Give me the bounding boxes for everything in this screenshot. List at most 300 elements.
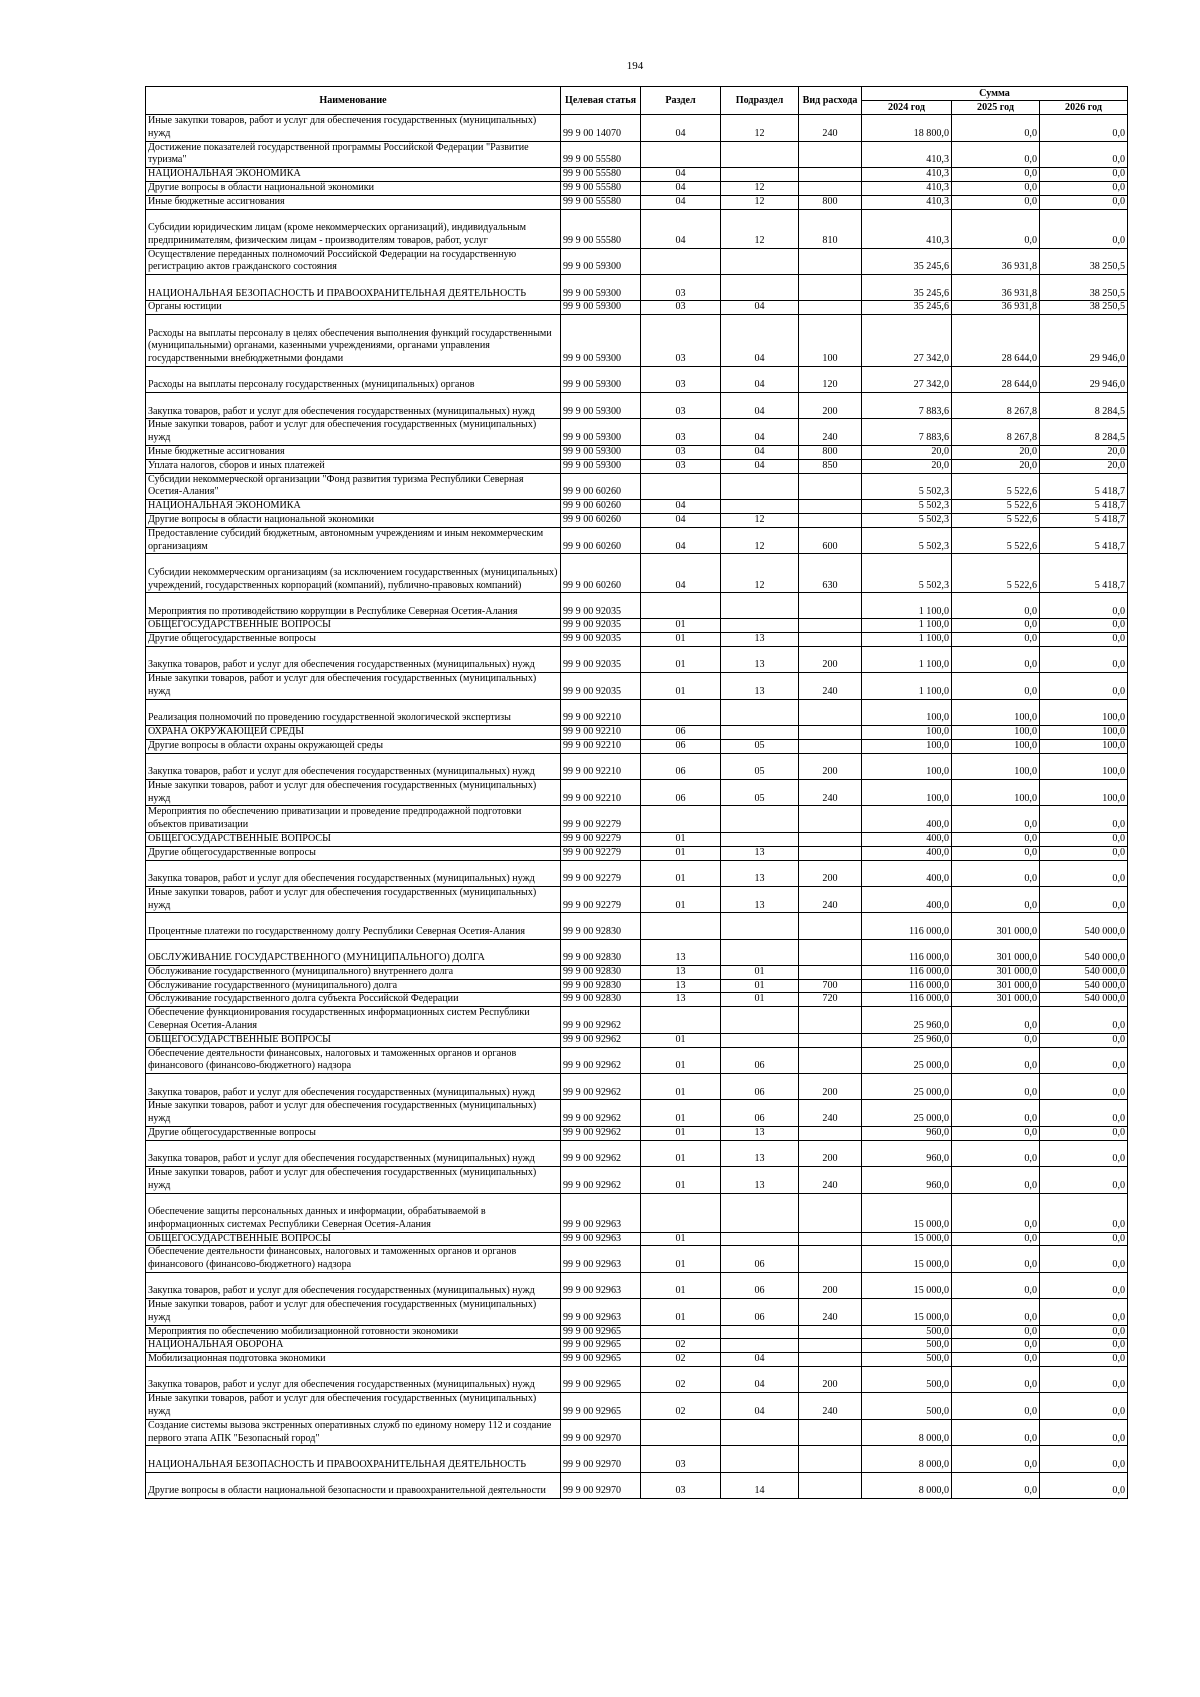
row-expense-type [799, 806, 862, 833]
row-section: 02 [641, 1339, 721, 1353]
table-row [146, 1272, 1128, 1298]
row-sum-2026: 0,0 [1040, 1246, 1128, 1273]
row-name: Другие общегосударственные вопросы [146, 633, 561, 647]
row-sum-2024: 400,0 [862, 860, 952, 886]
row-sum-2025: 5 522,6 [952, 513, 1040, 527]
row-section [641, 1419, 721, 1446]
row-target-article: 99 9 00 59300 [561, 366, 641, 392]
row-sum-2025: 36 931,8 [952, 301, 1040, 315]
row-expense-type: 200 [799, 753, 862, 779]
table-row [146, 1446, 1128, 1472]
row-subsection: 04 [721, 1367, 799, 1393]
row-sum-2026: 20,0 [1040, 445, 1128, 459]
row-subsection [721, 726, 799, 740]
row-subsection: 12 [721, 554, 799, 593]
row-sum-2025: 0,0 [952, 1272, 1040, 1298]
row-name: Иные закупки товаров, работ и услуг для обеспечения государственных (муниципальных) нужд [146, 115, 561, 142]
row-target-article: 99 9 00 59300 [561, 419, 641, 446]
row-subsection [721, 699, 799, 725]
row-expense-type [799, 965, 862, 979]
row-sum-2025: 0,0 [952, 115, 1040, 142]
table-row [146, 141, 1128, 168]
row-subsection: 13 [721, 846, 799, 860]
row-name: Закупка товаров, работ и услуг для обеспечения государственных (муниципальных) нужд [146, 1074, 561, 1100]
table-row [146, 833, 1128, 847]
row-subsection [721, 275, 799, 301]
row-sum-2025: 8 267,8 [952, 393, 1040, 419]
row-sum-2025: 0,0 [952, 1472, 1040, 1498]
table-row [146, 1074, 1128, 1100]
row-sum-2025: 0,0 [952, 181, 1040, 195]
row-subsection [721, 500, 799, 514]
row-expense-type: 200 [799, 860, 862, 886]
row-sum-2026: 0,0 [1040, 1393, 1128, 1420]
row-section: 03 [641, 1472, 721, 1498]
row-subsection: 04 [721, 1393, 799, 1420]
row-sum-2024: 5 502,3 [862, 500, 952, 514]
row-sum-2026: 0,0 [1040, 1193, 1128, 1232]
table-row [146, 1140, 1128, 1166]
row-sum-2026: 0,0 [1040, 1100, 1128, 1127]
table-row [146, 1367, 1128, 1393]
row-section [641, 1193, 721, 1232]
header-subsection: Подраздел [721, 87, 799, 115]
row-name: Субсидии юридическим лицам (кроме некоммерческих организаций), индивидуальным предпринимателям, физическим лицам - производителям товаров, работ, услуг [146, 209, 561, 248]
row-section: 04 [641, 195, 721, 209]
row-section: 01 [641, 633, 721, 647]
row-name: НАЦИОНАЛЬНАЯ БЕЗОПАСНОСТЬ И ПРАВООХРАНИТЕЛЬНАЯ ДЕЯТЕЛЬНОСТЬ [146, 1446, 561, 1472]
header-expense-type: Вид расхода [799, 87, 862, 115]
row-sum-2025: 28 644,0 [952, 315, 1040, 367]
row-sum-2026: 0,0 [1040, 833, 1128, 847]
row-target-article: 99 9 00 92035 [561, 593, 641, 619]
row-sum-2024: 960,0 [862, 1126, 952, 1140]
row-target-article: 99 9 00 92962 [561, 1166, 641, 1193]
row-expense-type: 200 [799, 1140, 862, 1166]
row-sum-2024: 410,3 [862, 181, 952, 195]
row-sum-2024: 960,0 [862, 1166, 952, 1193]
row-sum-2024: 400,0 [862, 846, 952, 860]
row-name: Другие вопросы в области национальной безопасности и правоохранительной деятельности [146, 1472, 561, 1498]
row-name: ОХРАНА ОКРУЖАЮЩЕЙ СРЕДЫ [146, 726, 561, 740]
row-expense-type: 630 [799, 554, 862, 593]
row-sum-2026: 0,0 [1040, 209, 1128, 248]
row-sum-2026: 0,0 [1040, 1419, 1128, 1446]
row-sum-2024: 410,3 [862, 209, 952, 248]
row-section: 02 [641, 1367, 721, 1393]
table-row [146, 993, 1128, 1007]
row-sum-2025: 0,0 [952, 1193, 1040, 1232]
row-sum-2026: 5 418,7 [1040, 473, 1128, 500]
row-sum-2024: 410,3 [862, 168, 952, 182]
row-section: 13 [641, 993, 721, 1007]
row-name: ОБЩЕГОСУДАРСТВЕННЫЕ ВОПРОСЫ [146, 1232, 561, 1246]
row-sum-2024: 15 000,0 [862, 1299, 952, 1326]
row-name: Обеспечение защиты персональных данных и информации, обрабатываемой в информационных системах Республики Северная Осетия-Алания [146, 1193, 561, 1232]
row-subsection [721, 1419, 799, 1446]
row-target-article: 99 9 00 92279 [561, 846, 641, 860]
row-sum-2026: 0,0 [1040, 647, 1128, 673]
row-sum-2024: 35 245,6 [862, 275, 952, 301]
row-expense-type [799, 1339, 862, 1353]
row-subsection: 13 [721, 1126, 799, 1140]
row-expense-type [799, 1353, 862, 1367]
row-expense-type [799, 739, 862, 753]
row-target-article: 99 9 00 92035 [561, 647, 641, 673]
row-target-article: 99 9 00 92830 [561, 939, 641, 965]
row-sum-2025: 0,0 [952, 619, 1040, 633]
row-section: 01 [641, 833, 721, 847]
row-target-article: 99 9 00 14070 [561, 115, 641, 142]
row-subsection [721, 939, 799, 965]
row-name: Закупка товаров, работ и услуг для обеспечения государственных (муниципальных) нужд [146, 647, 561, 673]
row-target-article: 99 9 00 92830 [561, 965, 641, 979]
row-section: 03 [641, 315, 721, 367]
row-sum-2024: 15 000,0 [862, 1232, 952, 1246]
row-target-article: 99 9 00 92210 [561, 779, 641, 806]
row-sum-2024: 1 100,0 [862, 593, 952, 619]
row-target-article: 99 9 00 60260 [561, 473, 641, 500]
row-section: 03 [641, 366, 721, 392]
row-sum-2024: 18 800,0 [862, 115, 952, 142]
row-subsection: 12 [721, 527, 799, 554]
row-name: Другие общегосударственные вопросы [146, 846, 561, 860]
row-sum-2024: 100,0 [862, 753, 952, 779]
row-section: 13 [641, 939, 721, 965]
row-sum-2026: 0,0 [1040, 886, 1128, 913]
row-subsection: 04 [721, 419, 799, 446]
row-sum-2025: 0,0 [952, 1393, 1040, 1420]
row-target-article: 99 9 00 55580 [561, 141, 641, 168]
row-section: 03 [641, 459, 721, 473]
row-sum-2025: 28 644,0 [952, 366, 1040, 392]
row-name: Иные закупки товаров, работ и услуг для обеспечения государственных (муниципальных) нужд [146, 1299, 561, 1326]
row-section [641, 473, 721, 500]
row-expense-type [799, 726, 862, 740]
row-subsection: 12 [721, 195, 799, 209]
row-section: 03 [641, 275, 721, 301]
row-sum-2026: 0,0 [1040, 1140, 1128, 1166]
row-name: Иные закупки товаров, работ и услуг для обеспечения государственных (муниципальных) нужд [146, 779, 561, 806]
row-section: 04 [641, 527, 721, 554]
header-year-2024: 2024 год [862, 101, 952, 115]
row-name: Субсидии некоммерческим организациям (за исключением государственных (муниципальных) учреждений, государственных корпораций (компаний), публично-правовых компаний) [146, 554, 561, 593]
row-name: Иные закупки товаров, работ и услуг для обеспечения государственных (муниципальных) нужд [146, 1100, 561, 1127]
row-section: 02 [641, 1393, 721, 1420]
row-section [641, 699, 721, 725]
row-target-article: 99 9 00 92963 [561, 1299, 641, 1326]
row-name: Обеспечение деятельности финансовых, налоговых и таможенных органов и органов финансового (финансово-бюджетного) надзора [146, 1047, 561, 1074]
row-sum-2025: 301 000,0 [952, 979, 1040, 993]
row-subsection: 12 [721, 209, 799, 248]
row-sum-2026: 540 000,0 [1040, 939, 1128, 965]
row-sum-2024: 5 502,3 [862, 554, 952, 593]
row-sum-2024: 25 000,0 [862, 1074, 952, 1100]
row-subsection [721, 1446, 799, 1472]
table-row [146, 739, 1128, 753]
row-sum-2024: 8 000,0 [862, 1446, 952, 1472]
row-expense-type [799, 1246, 862, 1273]
row-sum-2026: 0,0 [1040, 593, 1128, 619]
row-sum-2026: 0,0 [1040, 1047, 1128, 1074]
row-target-article: 99 9 00 92963 [561, 1232, 641, 1246]
table-row [146, 1232, 1128, 1246]
row-sum-2026: 0,0 [1040, 633, 1128, 647]
row-target-article: 99 9 00 60260 [561, 513, 641, 527]
row-name: ОБЩЕГОСУДАРСТВЕННЫЕ ВОПРОСЫ [146, 833, 561, 847]
row-target-article: 99 9 00 92830 [561, 979, 641, 993]
row-sum-2024: 100,0 [862, 726, 952, 740]
row-name: ОБЩЕГОСУДАРСТВЕННЫЕ ВОПРОСЫ [146, 1033, 561, 1047]
row-subsection: 01 [721, 965, 799, 979]
table-row [146, 1339, 1128, 1353]
row-subsection [721, 619, 799, 633]
row-sum-2025: 0,0 [952, 1047, 1040, 1074]
row-expense-type [799, 846, 862, 860]
row-expense-type: 240 [799, 419, 862, 446]
row-expense-type [799, 619, 862, 633]
row-sum-2024: 100,0 [862, 739, 952, 753]
row-name: Процентные платежи по государственному долгу Республики Северная Осетия-Алания [146, 913, 561, 939]
row-sum-2026: 29 946,0 [1040, 315, 1128, 367]
row-sum-2024: 400,0 [862, 833, 952, 847]
row-sum-2026: 0,0 [1040, 1232, 1128, 1246]
row-name: Обеспечение функционирования государственных информационных систем Республики Северная Осетия-Алания [146, 1007, 561, 1034]
row-target-article: 99 9 00 59300 [561, 315, 641, 367]
row-section: 01 [641, 886, 721, 913]
row-section: 06 [641, 753, 721, 779]
row-section [641, 1007, 721, 1034]
row-sum-2024: 15 000,0 [862, 1193, 952, 1232]
table-row [146, 647, 1128, 673]
row-target-article: 99 9 00 59300 [561, 459, 641, 473]
row-sum-2024: 5 502,3 [862, 473, 952, 500]
row-section: 01 [641, 619, 721, 633]
row-expense-type [799, 500, 862, 514]
row-sum-2025: 0,0 [952, 1446, 1040, 1472]
row-sum-2024: 35 245,6 [862, 301, 952, 315]
row-sum-2025: 0,0 [952, 195, 1040, 209]
row-section: 04 [641, 181, 721, 195]
row-target-article: 99 9 00 92962 [561, 1007, 641, 1034]
row-target-article: 99 9 00 59300 [561, 393, 641, 419]
row-sum-2025: 0,0 [952, 1100, 1040, 1127]
row-sum-2026: 540 000,0 [1040, 979, 1128, 993]
header-year-2025: 2025 год [952, 101, 1040, 115]
table-row [146, 779, 1128, 806]
row-sum-2025: 5 522,6 [952, 473, 1040, 500]
row-sum-2025: 0,0 [952, 1353, 1040, 1367]
table-row [146, 860, 1128, 886]
row-sum-2026: 0,0 [1040, 181, 1128, 195]
table-row [146, 513, 1128, 527]
row-expense-type: 240 [799, 1100, 862, 1127]
table-row [146, 593, 1128, 619]
row-sum-2024: 960,0 [862, 1140, 952, 1166]
row-expense-type [799, 1325, 862, 1339]
row-sum-2025: 0,0 [952, 1419, 1040, 1446]
row-sum-2026: 0,0 [1040, 673, 1128, 700]
row-sum-2024: 25 960,0 [862, 1033, 952, 1047]
row-subsection [721, 1007, 799, 1034]
row-sum-2024: 25 960,0 [862, 1007, 952, 1034]
row-sum-2024: 400,0 [862, 886, 952, 913]
row-sum-2024: 5 502,3 [862, 527, 952, 554]
row-sum-2026: 38 250,5 [1040, 275, 1128, 301]
row-sum-2025: 8 267,8 [952, 419, 1040, 446]
row-expense-type [799, 168, 862, 182]
table-row [146, 633, 1128, 647]
row-sum-2026: 20,0 [1040, 459, 1128, 473]
row-name: Закупка товаров, работ и услуг для обеспечения государственных (муниципальных) нужд [146, 1367, 561, 1393]
row-sum-2025: 36 931,8 [952, 275, 1040, 301]
table-row [146, 393, 1128, 419]
row-section: 01 [641, 647, 721, 673]
row-sum-2024: 116 000,0 [862, 993, 952, 1007]
row-expense-type [799, 1419, 862, 1446]
page-number: 194 [626, 60, 644, 72]
row-subsection: 13 [721, 1140, 799, 1166]
row-expense-type [799, 1007, 862, 1034]
row-expense-type [799, 275, 862, 301]
row-subsection: 04 [721, 445, 799, 459]
row-target-article: 99 9 00 92210 [561, 739, 641, 753]
row-sum-2024: 20,0 [862, 459, 952, 473]
row-expense-type: 200 [799, 393, 862, 419]
row-target-article: 99 9 00 92965 [561, 1339, 641, 1353]
row-sum-2026: 8 284,5 [1040, 393, 1128, 419]
table-row [146, 726, 1128, 740]
row-sum-2026: 0,0 [1040, 141, 1128, 168]
table-row [146, 301, 1128, 315]
row-target-article: 99 9 00 60260 [561, 527, 641, 554]
row-expense-type [799, 633, 862, 647]
table-row [146, 846, 1128, 860]
row-expense-type [799, 473, 862, 500]
row-target-article: 99 9 00 92970 [561, 1446, 641, 1472]
row-subsection [721, 1193, 799, 1232]
row-name: Другие вопросы в области национальной экономики [146, 181, 561, 195]
header-year-2026: 2026 год [1040, 101, 1128, 115]
row-section: 01 [641, 1047, 721, 1074]
row-target-article: 99 9 00 59300 [561, 445, 641, 459]
row-sum-2024: 116 000,0 [862, 965, 952, 979]
row-sum-2024: 35 245,6 [862, 248, 952, 275]
row-sum-2025: 36 931,8 [952, 248, 1040, 275]
row-name: НАЦИОНАЛЬНАЯ ЭКОНОМИКА [146, 500, 561, 514]
table-row [146, 886, 1128, 913]
table-body [146, 115, 1128, 1499]
row-sum-2025: 0,0 [952, 860, 1040, 886]
row-target-article: 99 9 00 92962 [561, 1126, 641, 1140]
row-name: Иные закупки товаров, работ и услуг для обеспечения государственных (муниципальных) нужд [146, 1166, 561, 1193]
row-sum-2024: 116 000,0 [862, 913, 952, 939]
row-sum-2025: 0,0 [952, 1367, 1040, 1393]
row-sum-2024: 500,0 [862, 1325, 952, 1339]
row-sum-2026: 540 000,0 [1040, 965, 1128, 979]
row-name: НАЦИОНАЛЬНАЯ ОБОРОНА [146, 1339, 561, 1353]
row-sum-2026: 0,0 [1040, 1299, 1128, 1326]
row-target-article: 99 9 00 92279 [561, 886, 641, 913]
row-section: 01 [641, 1100, 721, 1127]
row-name: Закупка товаров, работ и услуг для обеспечения государственных (муниципальных) нужд [146, 753, 561, 779]
row-target-article: 99 9 00 92210 [561, 699, 641, 725]
row-sum-2026: 0,0 [1040, 860, 1128, 886]
row-expense-type [799, 593, 862, 619]
row-expense-type [799, 1033, 862, 1047]
row-sum-2026: 0,0 [1040, 115, 1128, 142]
row-name: Другие вопросы в области национальной экономики [146, 513, 561, 527]
row-section: 01 [641, 1074, 721, 1100]
row-name: Обеспечение деятельности финансовых, налоговых и таможенных органов и органов финансового (финансово-бюджетного) надзора [146, 1246, 561, 1273]
row-sum-2025: 0,0 [952, 593, 1040, 619]
row-sum-2024: 500,0 [862, 1339, 952, 1353]
row-name: Расходы на выплаты персоналу государственных (муниципальных) органов [146, 366, 561, 392]
row-subsection: 13 [721, 673, 799, 700]
row-expense-type: 700 [799, 979, 862, 993]
row-name: Иные закупки товаров, работ и услуг для обеспечения государственных (муниципальных) нужд [146, 886, 561, 913]
row-section: 01 [641, 860, 721, 886]
row-sum-2025: 0,0 [952, 1339, 1040, 1353]
row-sum-2026: 8 284,5 [1040, 419, 1128, 446]
row-sum-2024: 1 100,0 [862, 633, 952, 647]
row-subsection: 05 [721, 753, 799, 779]
row-sum-2025: 301 000,0 [952, 939, 1040, 965]
row-section: 01 [641, 1140, 721, 1166]
table-row [146, 527, 1128, 554]
table-row [146, 806, 1128, 833]
row-sum-2024: 15 000,0 [862, 1246, 952, 1273]
row-target-article: 99 9 00 92963 [561, 1246, 641, 1273]
row-expense-type: 200 [799, 1074, 862, 1100]
row-sum-2025: 0,0 [952, 673, 1040, 700]
row-name: Расходы на выплаты персоналу в целях обеспечения выполнения функций государственными (муниципальными) органами, казенными учреждениями, органами управления государственными внебюджетными фондами [146, 315, 561, 367]
row-sum-2025: 100,0 [952, 726, 1040, 740]
row-sum-2026: 100,0 [1040, 739, 1128, 753]
row-target-article: 99 9 00 92035 [561, 633, 641, 647]
row-target-article: 99 9 00 92970 [561, 1419, 641, 1446]
row-subsection [721, 1339, 799, 1353]
table-row [146, 939, 1128, 965]
row-subsection: 12 [721, 181, 799, 195]
row-subsection: 06 [721, 1272, 799, 1298]
table-row [146, 1246, 1128, 1273]
row-sum-2024: 400,0 [862, 806, 952, 833]
row-section: 04 [641, 115, 721, 142]
row-sum-2026: 0,0 [1040, 1074, 1128, 1100]
row-target-article: 99 9 00 92962 [561, 1033, 641, 1047]
row-name: Органы юстиции [146, 301, 561, 315]
row-sum-2024: 1 100,0 [862, 619, 952, 633]
table-row [146, 315, 1128, 367]
row-expense-type [799, 1126, 862, 1140]
row-target-article: 99 9 00 92962 [561, 1047, 641, 1074]
row-sum-2026: 0,0 [1040, 619, 1128, 633]
row-expense-type: 240 [799, 1299, 862, 1326]
row-expense-type: 240 [799, 886, 862, 913]
row-sum-2026: 0,0 [1040, 195, 1128, 209]
row-sum-2026: 100,0 [1040, 699, 1128, 725]
row-section: 04 [641, 513, 721, 527]
row-section: 04 [641, 168, 721, 182]
row-target-article: 99 9 00 55580 [561, 209, 641, 248]
row-section [641, 593, 721, 619]
table-row [146, 1166, 1128, 1193]
row-expense-type: 850 [799, 459, 862, 473]
row-name: Мероприятия по обеспечению приватизации и проведение предпродажной подготовки объектов приватизации [146, 806, 561, 833]
row-sum-2025: 0,0 [952, 141, 1040, 168]
row-sum-2024: 20,0 [862, 445, 952, 459]
